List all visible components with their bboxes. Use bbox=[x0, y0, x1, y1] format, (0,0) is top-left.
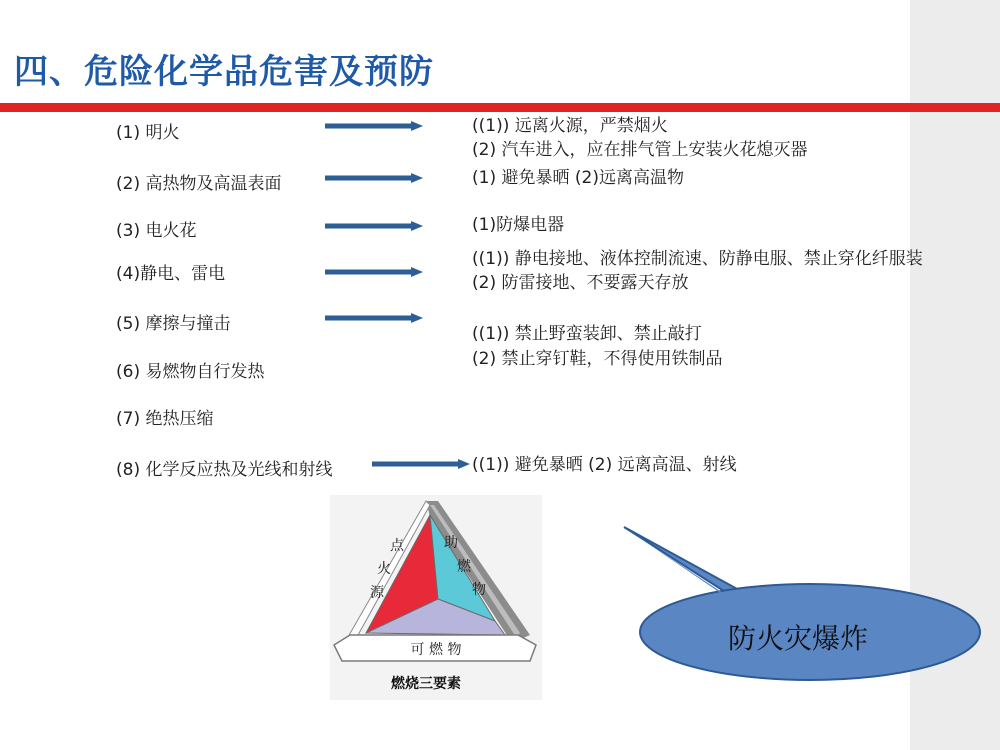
combustion-triangle-diagram bbox=[330, 495, 542, 700]
cause-item: (6) 易燃物自行发热 bbox=[116, 362, 265, 382]
arrow-right-icon bbox=[325, 116, 425, 136]
cause-item: (7) 绝热压缩 bbox=[116, 409, 214, 429]
arrow-right-icon bbox=[325, 216, 425, 236]
measure-line: ((1)) 避免暴晒 (2) 远离高温、射线 bbox=[472, 455, 737, 475]
ignition-char: 源 bbox=[370, 585, 384, 601]
arrow-right-icon bbox=[325, 262, 425, 282]
measure-line: (1)防爆电器 bbox=[472, 215, 565, 235]
measure-line: (2) 汽车进入，应在排气管上安装火花熄灭器 bbox=[472, 140, 808, 160]
cause-item: (1) 明火 bbox=[116, 123, 180, 143]
fuel-label: 可 燃 物 bbox=[410, 642, 462, 658]
cause-item: (3) 电火花 bbox=[116, 221, 197, 241]
callout-text: 防火灾爆炸 bbox=[728, 622, 869, 655]
ignition-char: 火 bbox=[377, 561, 391, 577]
cause-item: (4)静电、雷电 bbox=[116, 264, 226, 284]
measure-line: (2) 禁止穿钉鞋，不得使用铁制品 bbox=[472, 349, 723, 369]
measure-line: ((1)) 静电接地、液体控制流速、防静电服、禁止穿化纤服装 bbox=[472, 249, 923, 269]
triangle-caption: 燃烧三要素 bbox=[391, 676, 461, 692]
measure-line: (1) 避免暴晒 (2)远离高温物 bbox=[472, 168, 684, 188]
page-title: 四、危险化学品危害及预防 bbox=[14, 52, 434, 92]
cause-item: (8) 化学反应热及光线和射线 bbox=[116, 460, 333, 480]
oxidizer-char: 助 bbox=[444, 535, 458, 551]
cause-item: (2) 高热物及高温表面 bbox=[116, 174, 282, 194]
arrow-right-icon bbox=[325, 168, 425, 188]
oxidizer-char: 燃 bbox=[457, 559, 471, 575]
measure-line: (2) 防雷接地、不要露天存放 bbox=[472, 273, 689, 293]
cause-item: (5) 摩擦与撞击 bbox=[116, 314, 231, 334]
arrow-right-icon bbox=[325, 308, 425, 328]
title-underline-bar bbox=[0, 103, 1000, 112]
arrow-right-icon bbox=[372, 454, 472, 474]
ignition-char: 点 bbox=[390, 538, 404, 554]
measure-line: ((1)) 禁止野蛮装卸、禁止敲打 bbox=[472, 324, 702, 344]
callout-bubble bbox=[620, 525, 990, 685]
measure-line: ((1)) 远离火源，严禁烟火 bbox=[472, 116, 668, 136]
oxidizer-char: 物 bbox=[472, 582, 486, 598]
